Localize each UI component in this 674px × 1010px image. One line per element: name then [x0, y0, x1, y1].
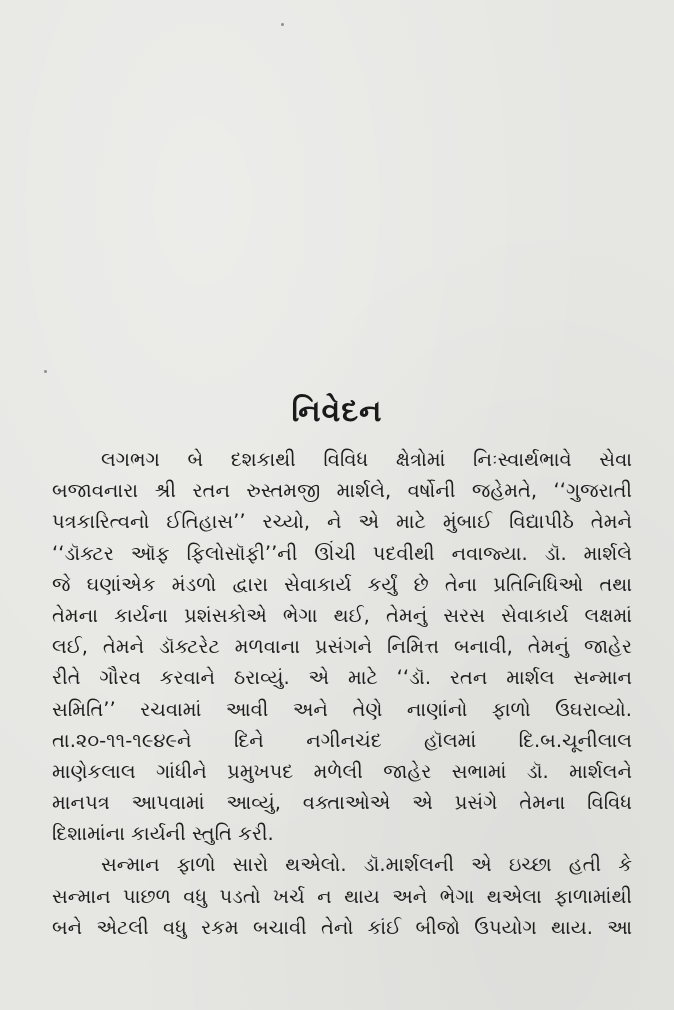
text-line: સન્માન પાછળ વધુ પડતો ખર્ચ ન થાય અને ભેગા થએલા ફાળામાંથી — [52, 884, 632, 908]
text-line: બને એટલી વધુ રકમ બચાવી તેનો કાંઈ બીજો ઉપયોગ થાય. આ — [52, 915, 632, 939]
text-line: સમિતિ’’ રચવામાં આવી અને તેણે નાણાંનો ફાળો ઉઘરાવ્યો. — [52, 697, 632, 721]
paper-speck — [281, 23, 284, 26]
text-line: લગભગ બે દશકાથી વિવિધ ક્ષેત્રોમાં નિઃસ્વાર્થભાવે સેવા — [101, 448, 632, 471]
text-line: લઈ, તેમને ડૉક્ટરેટ મળવાના પ્રસંગને નિમિત્ત બનાવી, તેમનું જાહેર — [52, 635, 632, 659]
page-title: નિવેદન — [291, 394, 383, 429]
text-line: તા.૨૦-૧૧-૧૯૪૯ને દિને નગીનચંદ હૉલમાં દિ.બ.ચૂનીલાલ — [52, 728, 632, 752]
body-text — [52, 444, 632, 943]
text-line: બજાવનારા શ્રી રતન રુસ્તમજી માર્શલે, વર્ષોની જહેમતે, ‘‘ગુજરાતી — [52, 479, 632, 503]
text-line: ‘‘ડૉક્ટર ઑફ ફિલોસૉફી’’ની ઊંચી પદવીથી નવાજ્યા. ડૉ. માર્શલે — [52, 541, 632, 565]
text-line: દિશામાંના કાર્યની સ્તુતિ કરી. — [52, 822, 274, 846]
text-line: જે ઘણાંએક મંડળો દ્વારા સેવાકાર્ય કર્યું છે તેના પ્રતિનિધિઓ તથા — [52, 572, 632, 596]
text-line: માણેકલાલ ગાંધીને પ્રમુખપદ મળેલી જાહેર સભામાં ડૉ. માર્શલને — [52, 759, 632, 783]
text-line: રીતે ગૌરવ કરવાને ઠરાવ્યું. એ માટે ‘‘ડૉ. રતન માર્શલ સન્માન — [52, 666, 632, 690]
paper-speck — [44, 370, 47, 373]
text-line: પત્રકારિત્વનો ઈતિહાસ’’ રચ્યો, ને એ માટે મુંબાઈ વિદ્યાપીઠે તેમને — [52, 510, 632, 534]
text-line: માનપત્ર આપવામાં આવ્યું, વક્તાઓએ એ પ્રસંગે તેમના વિવિધ — [52, 791, 632, 815]
text-line: તેમના કાર્યના પ્રશંસકોએ ભેગા થઈ, તેમનું સરસ સેવાકાર્ય લક્ષમાં — [52, 603, 632, 627]
text-line: સન્માન ફાળો સારો થએલો. ડૉ.માર્શલની એ ઇચ્છા હતી કે — [101, 853, 632, 877]
